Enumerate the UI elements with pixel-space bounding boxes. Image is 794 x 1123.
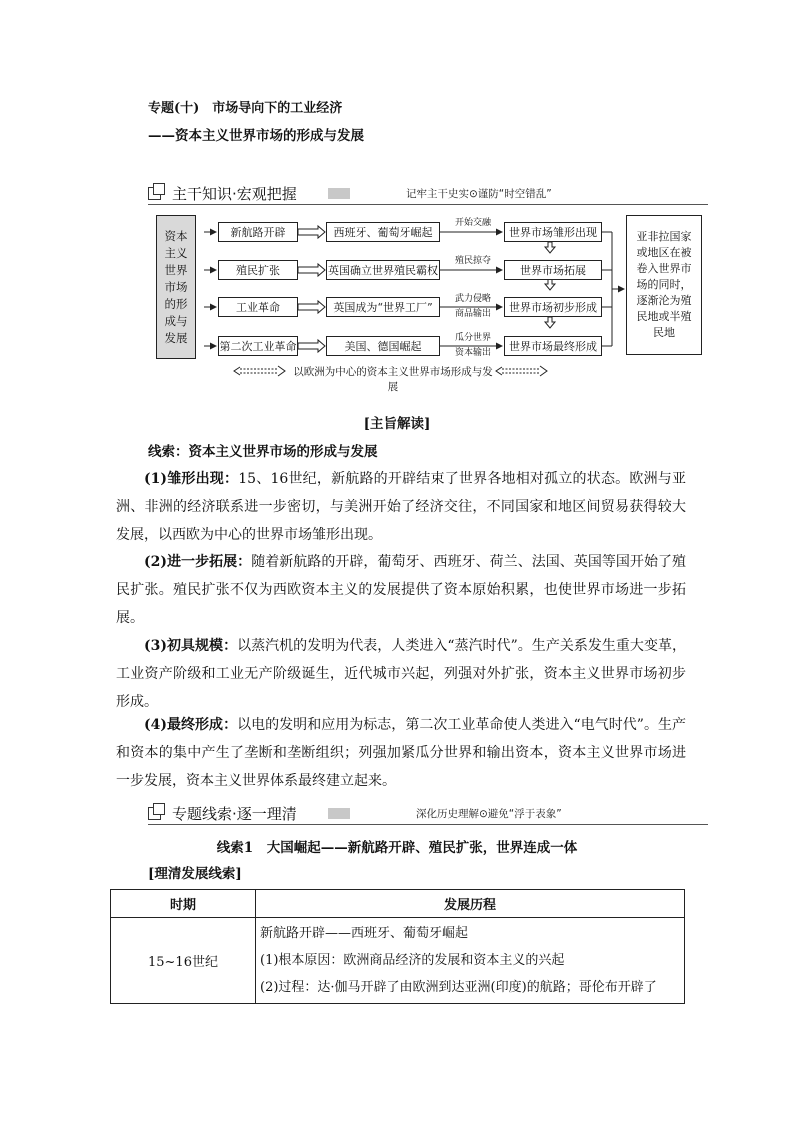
table-line: (2)过程：达·伽马开辟了由欧洲到达亚洲(印度)的航路；哥伦布开辟了 — [260, 980, 657, 995]
interpretation-heading: [主旨解读] — [363, 416, 431, 432]
flow-diagram — [150, 215, 710, 393]
paragraph-text: 随着新航路的开辟，葡萄牙、西班牙、荷兰、法国、英国等国开始了殖民扩张。殖民扩张不仅为西欧资本主义的发展提供了资本原始积累，也使世界市场进一步拓展。 — [116, 554, 686, 626]
table-cell-history — [256, 918, 685, 1004]
paragraph-4 — [116, 711, 686, 795]
table-line: (1)根本原因：欧洲商品经济的发展和资本主义的兴起 — [260, 953, 565, 968]
clue-heading: 线索：资本主义世界市场的形成与发展 — [148, 444, 378, 460]
section-square-icon — [153, 803, 165, 815]
divider — [148, 204, 708, 205]
link-label: 开始交融 — [454, 218, 491, 228]
section-title: 主干知识·宏观把握 — [172, 185, 297, 203]
link-label: 殖民掠夺 — [454, 256, 491, 266]
event-industrial-revolution: 工业革命 — [218, 297, 298, 317]
stage-final: 世界市场最终形成 — [504, 336, 602, 356]
section-header-clues — [148, 803, 708, 825]
paragraph-1 — [116, 465, 686, 549]
stage-initial: 世界市场初步形成 — [504, 297, 602, 317]
table-header: 发展历程 — [256, 890, 685, 918]
paragraph-label: (1)雏形出现： — [144, 471, 239, 487]
paragraph-2 — [116, 548, 686, 632]
table-cell-period: 15~16世纪 — [111, 918, 256, 1004]
page-subtitle: ——资本主义世界市场的形成与发展 — [148, 128, 364, 144]
link-label: 瓜分世界 — [454, 333, 491, 343]
stage-expansion: 世界市场拓展 — [504, 260, 602, 280]
section-tagline: 深化历史理解⊙避免“浮于表象” — [416, 808, 562, 820]
clue1-title: 线索1 大国崛起——新航路开辟、殖民扩张，世界连成一体 — [216, 840, 578, 856]
stage-embryo: 世界市场雏形出现 — [504, 222, 602, 242]
page-title: 专题(十) 市场导向下的工业经济 — [148, 101, 343, 116]
paragraph-label: (4)最终形成： — [144, 717, 238, 733]
diagram-right-box: 亚非拉国家或地区在被卷入世界市场的同时，逐渐沦为殖民地或半殖民地 — [626, 215, 702, 355]
result-us-germany: 美国、德国崛起 — [326, 336, 440, 356]
divider — [148, 824, 708, 825]
paragraph-text: 15、16世纪，新航路的开辟结束了世界各地相对孤立的状态。欧洲与亚洲、非洲的经济联系进一步密切，与美洲开始了经济交往，不同国家和地区间贸易获得较大发展，以西欧为中心的世界市场雏形出现。 — [116, 471, 686, 543]
event-second-industrial-revolution: 第二次工业革命 — [218, 336, 298, 356]
diagram-left-box: 资本主义世界市场的形成与发展 — [156, 215, 196, 359]
paragraph-text: 以蒸汽机的发明为代表，人类进入“蒸汽时代”。生产关系发生重大变革，工业资产阶级和工业无产阶级诞生，近代城市兴起，列强对外扩张，资本主义世界市场初步形成。 — [116, 638, 686, 710]
section-tagline: 记牢主干史实⊙谨防“时空错乱” — [406, 188, 552, 200]
section-title: 专题线索·逐一理清 — [172, 805, 297, 823]
result-spain-portugal: 西班牙、葡萄牙崛起 — [326, 222, 440, 242]
table-line: 新航路开辟——西班牙、葡萄牙崛起 — [260, 926, 469, 941]
table-header: 时期 — [111, 890, 256, 918]
event-colonial-expansion: 殖民扩张 — [218, 260, 298, 280]
result-britain-hegemony: 英国确立世界殖民霸权 — [326, 260, 440, 280]
section-header-main-knowledge — [148, 183, 708, 205]
result-world-factory: 英国成为“世界工厂” — [326, 297, 440, 317]
paragraph-text: 以电的发明和应用为标志，第二次工业革命使人类进入“电气时代”。生产和资本的集中产生了垄断和垄断组织；列强加紧瓜分世界和输出资本，资本主义世界市场进一步发展，资本主义世界体系最终建立起来。 — [116, 717, 686, 789]
link-label: 资本输出 — [454, 348, 491, 358]
diagram-bottom-label: 以欧洲为中心的资本主义世界市场形成与发展 — [293, 366, 493, 393]
section-square-icon — [153, 183, 165, 195]
paragraph-label: (3)初具规模： — [144, 638, 238, 654]
development-table — [110, 889, 685, 1004]
paragraph-3 — [116, 632, 686, 716]
gray-bar — [328, 808, 350, 819]
event-new-route: 新航路开辟 — [218, 222, 298, 242]
paragraph-label: (2)进一步拓展： — [144, 554, 252, 570]
link-label: 商品输出 — [454, 309, 491, 319]
gray-bar — [328, 188, 350, 199]
clue1-subheading: [理清发展线索] — [148, 866, 242, 882]
link-label: 武力侵略 — [454, 294, 491, 304]
